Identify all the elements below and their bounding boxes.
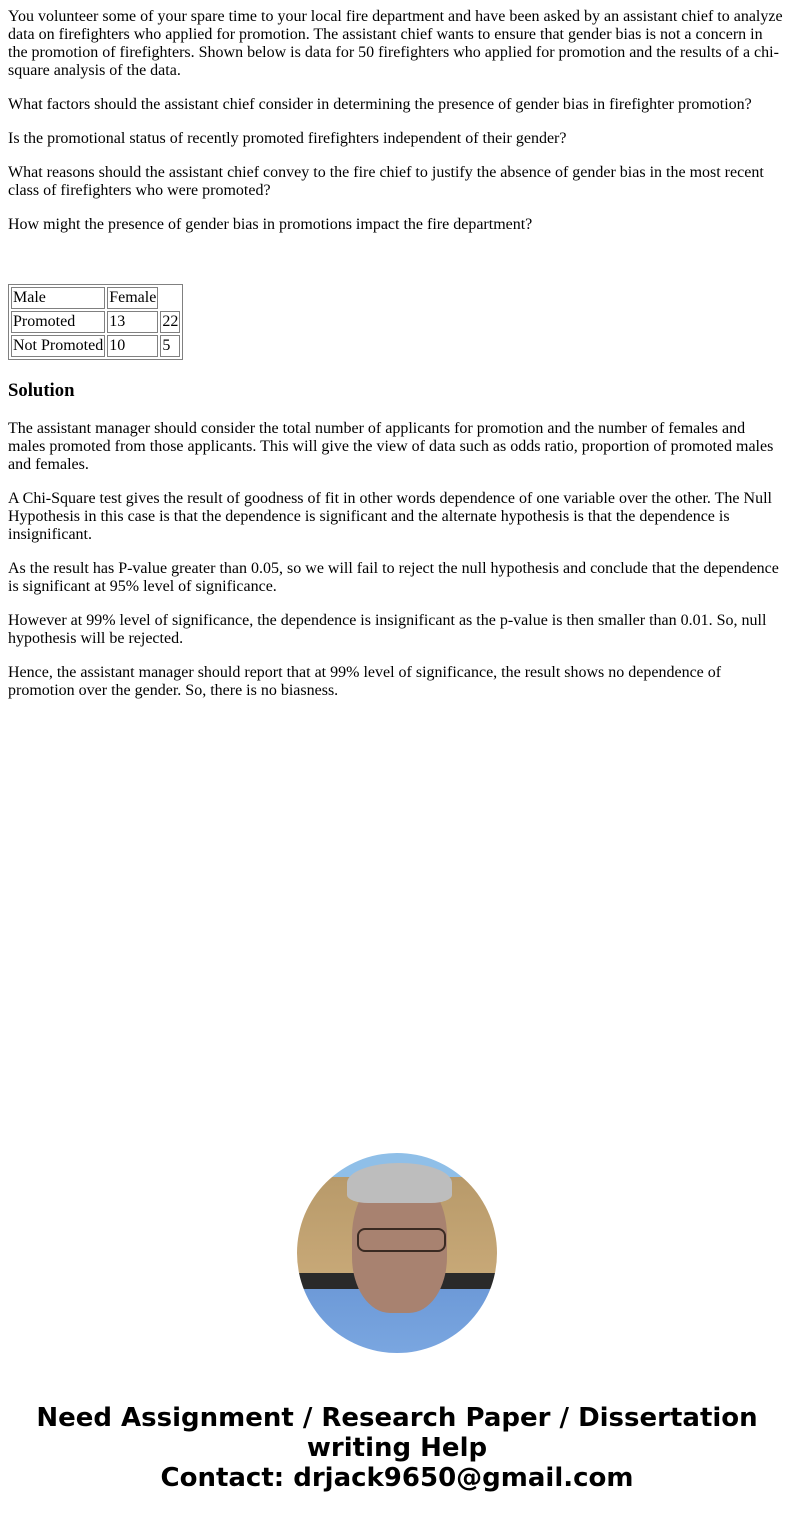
- table-cell: 10: [107, 335, 158, 357]
- solution-paragraph: The assistant manager should consider the total number of applicants for promotion and the number of females and males promoted from those applicants. This will give the view of data such as odds ratio, proportion of promoted males and females.: [8, 420, 774, 473]
- solution-section: [8, 420, 786, 700]
- question-reasons: What reasons should the assistant chief convey to the fire chief to justify the absence of gender bias in the most recent class of firefighters who were promoted?: [8, 164, 764, 199]
- table-row: [11, 335, 180, 357]
- contact-footer: [0, 1403, 794, 1493]
- avatar-hair: [347, 1163, 452, 1203]
- solution-paragraph: A Chi-Square test gives the result of goodness of fit in other words dependence of one variable over the other. The Null Hypothesis in this case is that the dependence is significant and the alternate hypothesis is that the dependence is insignificant.: [8, 490, 772, 543]
- question-intro: You volunteer some of your spare time to your local fire department and have been asked by an assistant chief to analyze data on firefighters who applied for promotion. The assistant chief wants to ensure that gender bias is not a concern in the promotion of firefighters. Shown below is data for 50 firefighters who applied for promotion and the results of a chi-square analysis of the data.: [8, 8, 783, 79]
- avatar-glasses: [357, 1228, 446, 1252]
- table-cell: Male: [11, 287, 105, 309]
- author-avatar: [297, 1153, 497, 1353]
- table-cell: 13: [107, 311, 158, 333]
- footer-help-text: Need Assignment / Research Paper / Dissertation writing Help: [36, 1403, 758, 1463]
- table-row: [11, 311, 180, 333]
- footer-contact-text: Contact: drjack9650@gmail.com: [160, 1463, 634, 1493]
- table-row: [11, 287, 180, 309]
- table-cell: Promoted: [11, 311, 105, 333]
- solution-paragraph: However at 99% level of significance, the dependence is insignificant as the p-value is then smaller than 0.01. So, null hypothesis will be rejected.: [8, 612, 767, 647]
- question-independence: Is the promotional status of recently promoted firefighters independent of their gender?: [8, 130, 567, 147]
- table-cell: Not Promoted: [11, 335, 105, 357]
- table-cell: 5: [160, 335, 180, 357]
- question-factors: What factors should the assistant chief consider in determining the presence of gender bias in firefighter promotion?: [8, 96, 752, 113]
- solution-paragraph: Hence, the assistant manager should report that at 99% level of significance, the result shows no dependence of promotion over the gender. So, there is no biasness.: [8, 664, 722, 699]
- question-impact: How might the presence of gender bias in promotions impact the fire department?: [8, 216, 533, 233]
- question-section: [8, 8, 786, 234]
- spacer: [8, 250, 786, 284]
- table-cell: Female: [107, 287, 158, 309]
- solution-heading: Solution: [8, 380, 75, 401]
- data-table: [8, 284, 183, 360]
- table-cell: 22: [160, 311, 180, 333]
- solution-paragraph: As the result has P-value greater than 0.05, so we will fail to reject the null hypothesis and conclude that the dependence is significant at 95% level of significance.: [8, 560, 779, 595]
